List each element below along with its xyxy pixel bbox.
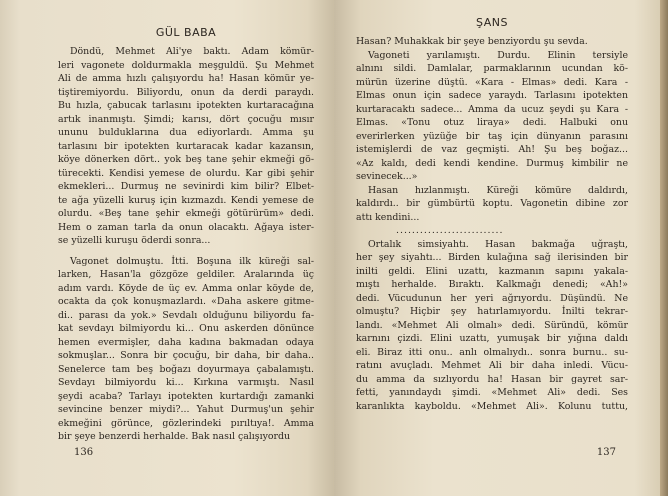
text-line: Hem o zaman tarla da onun olacaktı. Ağaya ister- [58, 221, 314, 233]
text-line: köye dönerken dört.. yok beş tane şehir ekmeği gö- [58, 154, 314, 165]
text-line: Hasan hızlanmıştı. Küreği kömüre daldırdı, [368, 184, 628, 196]
text-line: sokmuşlar... Sonra bir çocuğu, bir daha, bir daha.. [58, 350, 314, 361]
text-line: du amma da sızlıyordu ha! Hasan bir gayret sar- [356, 373, 628, 385]
text-line: larken, Hasan'la gözgöze geldiler. Aralarında üç [58, 269, 314, 280]
text-line: sevinecek...» [356, 171, 418, 182]
text-line: şeydi acaba? Tarlayı ipotekten kurtardığı zamanki [58, 390, 314, 402]
text-line: olmuştu? Hiçbir şey hatırlamıyordu. İnilti tekrar- [356, 306, 628, 317]
text-line: sevincine benzer miydi?... Yahut Durmuş'un şehir [58, 404, 314, 415]
text-line: Bu hızla, çabucak tarlasını ipotekten kurtaracağına [58, 100, 314, 111]
right-page-body [356, 35, 628, 413]
right-page [334, 0, 668, 496]
text-line: kat sevdayı bilmiyordu ki... Onu askerden dönünce [58, 323, 314, 334]
text-line: eli. Biraz itti onu.. anlı olmalıydı.. sonra burnu.. su- [356, 346, 628, 358]
text-line: Vagoneti yarılamıştı. Durdu. Elinin tersiyle [368, 49, 628, 61]
text-line: mıştı herhalde. Bıraktı. Kalkmağı denedi; «Ah!» [356, 279, 628, 290]
text-line: istemişlerdi de vaz geçmişti. Ah! Şu beş boğaz... [356, 144, 628, 155]
text-line: her şey siyahtı... Birden kulağına sağ ilerisinden bir [356, 252, 628, 263]
book-page-edge [660, 0, 668, 496]
text-line: Elmas. «Tonu otuz liraya» dedi. Halbuki onu [356, 117, 628, 128]
text-line: karnını çizdi. Elini uzattı, yumuşak bir yığına daldı [356, 333, 628, 344]
text-line: inilti geldi. Elini uzattı, kazmanın sapını yakala- [356, 265, 628, 277]
text-line: attı kendini... [356, 211, 420, 223]
text-line: kaldırdı.. bir gümbürtü koptu. Vagonetin dibine zor [356, 198, 628, 209]
text-line: Elmas onun için sadece yaraydı. Tarlasını ipotekten [356, 90, 628, 101]
text-line: hemen evermişler, daha kadına bakmadan odaya [58, 336, 314, 348]
text-line: tarlasını bir ipotekten kurtaracak kadar kazansın, [58, 140, 314, 152]
text-line: Ali de amma hızlı çalışıyordu ha! Hasan kömür ye- [58, 73, 314, 84]
text-line: Ortalık simsiyahtı. Hasan bakmağa uğraştı, [368, 238, 628, 250]
text-line: ekmekleri... Durmuş ne sevinirdi kim bilir? Elbet- [58, 181, 314, 192]
text-line: mürün üzerine düştü. «Kara - Elmas» dedi. Kara - [356, 76, 628, 88]
text-line: landı. «Mehmet Ali olmalı» dedi. Süründü, kömür [356, 319, 628, 331]
text-line: leri vagonete doldurmakla meşguldü. Şu Mehmet [58, 59, 314, 71]
text-line: adım vardı. Köyde de üç ev. Amma onlar köyde de, [58, 282, 314, 294]
text-line: dedi. Vücudunun her yeri ağrıyordu. Düşündü. Ne [356, 292, 628, 304]
text-line: everirlerken yüzüğe bir taş için dünyanın parasını [356, 130, 628, 142]
text-line: «Az kaldı, dedi kendi kendine. Durmuş kimbilir ne [356, 157, 628, 169]
text-line: bir şeye benzerdi herhalde. Bak nasıl çalışıyordu [58, 431, 291, 442]
text-line: fetti, yanındaydı şimdi. «Mehmet Ali» dedi. Ses [356, 387, 628, 398]
text-line: artık inanmıştı. Şimdi; karısı, dört çocuğu mısır [58, 113, 314, 125]
left-page-number: 136 [74, 447, 94, 458]
text-line: tiştiremiyordu. Biliyordu, onun da derdi paraydı. [58, 86, 314, 98]
right-page-number: 137 [596, 447, 616, 458]
text-line: Vagonet dolmuştu. İtti. Boşuna ilk küreği sal- [70, 255, 314, 267]
text-line: alnını sildi. Damlalar, parmaklarının ucundan kö- [356, 63, 628, 74]
text-line: ekmeğini görünce, gözlerindeki pırıltıya!. Amma [58, 417, 314, 429]
text-line: ununu bulduklarına dua ediyorlardı. Amma şu [58, 127, 314, 138]
text-line: ocakta da çok konuşmazlardı. «Daha askere gitme- [58, 296, 314, 307]
text-line: Sevdayı bilmiyordu ki... Kırkına varmıştı. Nasıl [58, 377, 314, 388]
text-line: te ağa yüzelli kuruş için kızmazdı. Kendi yemese de [58, 194, 314, 206]
left-page-header: GÜL BABA [155, 26, 217, 39]
left-page-body [58, 45, 314, 444]
text-line: se yüzelli kuruşu öderdi sonra... [58, 235, 211, 246]
text-line: Hasan? Muhakkak bir şeye benziyordu şu sevda. [356, 36, 588, 47]
right-page-header: ŞANS [476, 16, 508, 29]
text-line: kurtaracaktı sadece... Amma da ucuz şeydi şu Kara - [356, 103, 628, 115]
text-line: di.. parası da yok.» Sevdalı olduğunu biliyordu fa- [58, 309, 314, 321]
text-line: Senelerce tam beş boğazı doyurmaya çabalamıştı. [58, 363, 314, 375]
text-line: türecekti. Kendisi yemese de olurdu. Kar gibi şehir [58, 167, 314, 179]
paragraph-gap [58, 248, 314, 255]
section-separator: ........................... [396, 225, 504, 236]
text-line: ratını avuçladı. Mehmet Ali bir daha inledi. Vücu- [356, 360, 628, 371]
text-line: olurdu. «Beş tane şehir ekmeği götürürüm» dedi. [58, 208, 314, 219]
text-line: Döndü, Mehmet Ali'ye baktı. Adam kömür- [70, 46, 314, 57]
text-line: karanlıkta kayboldu. «Mehmet Ali». Kolunu tuttu, [356, 400, 628, 412]
